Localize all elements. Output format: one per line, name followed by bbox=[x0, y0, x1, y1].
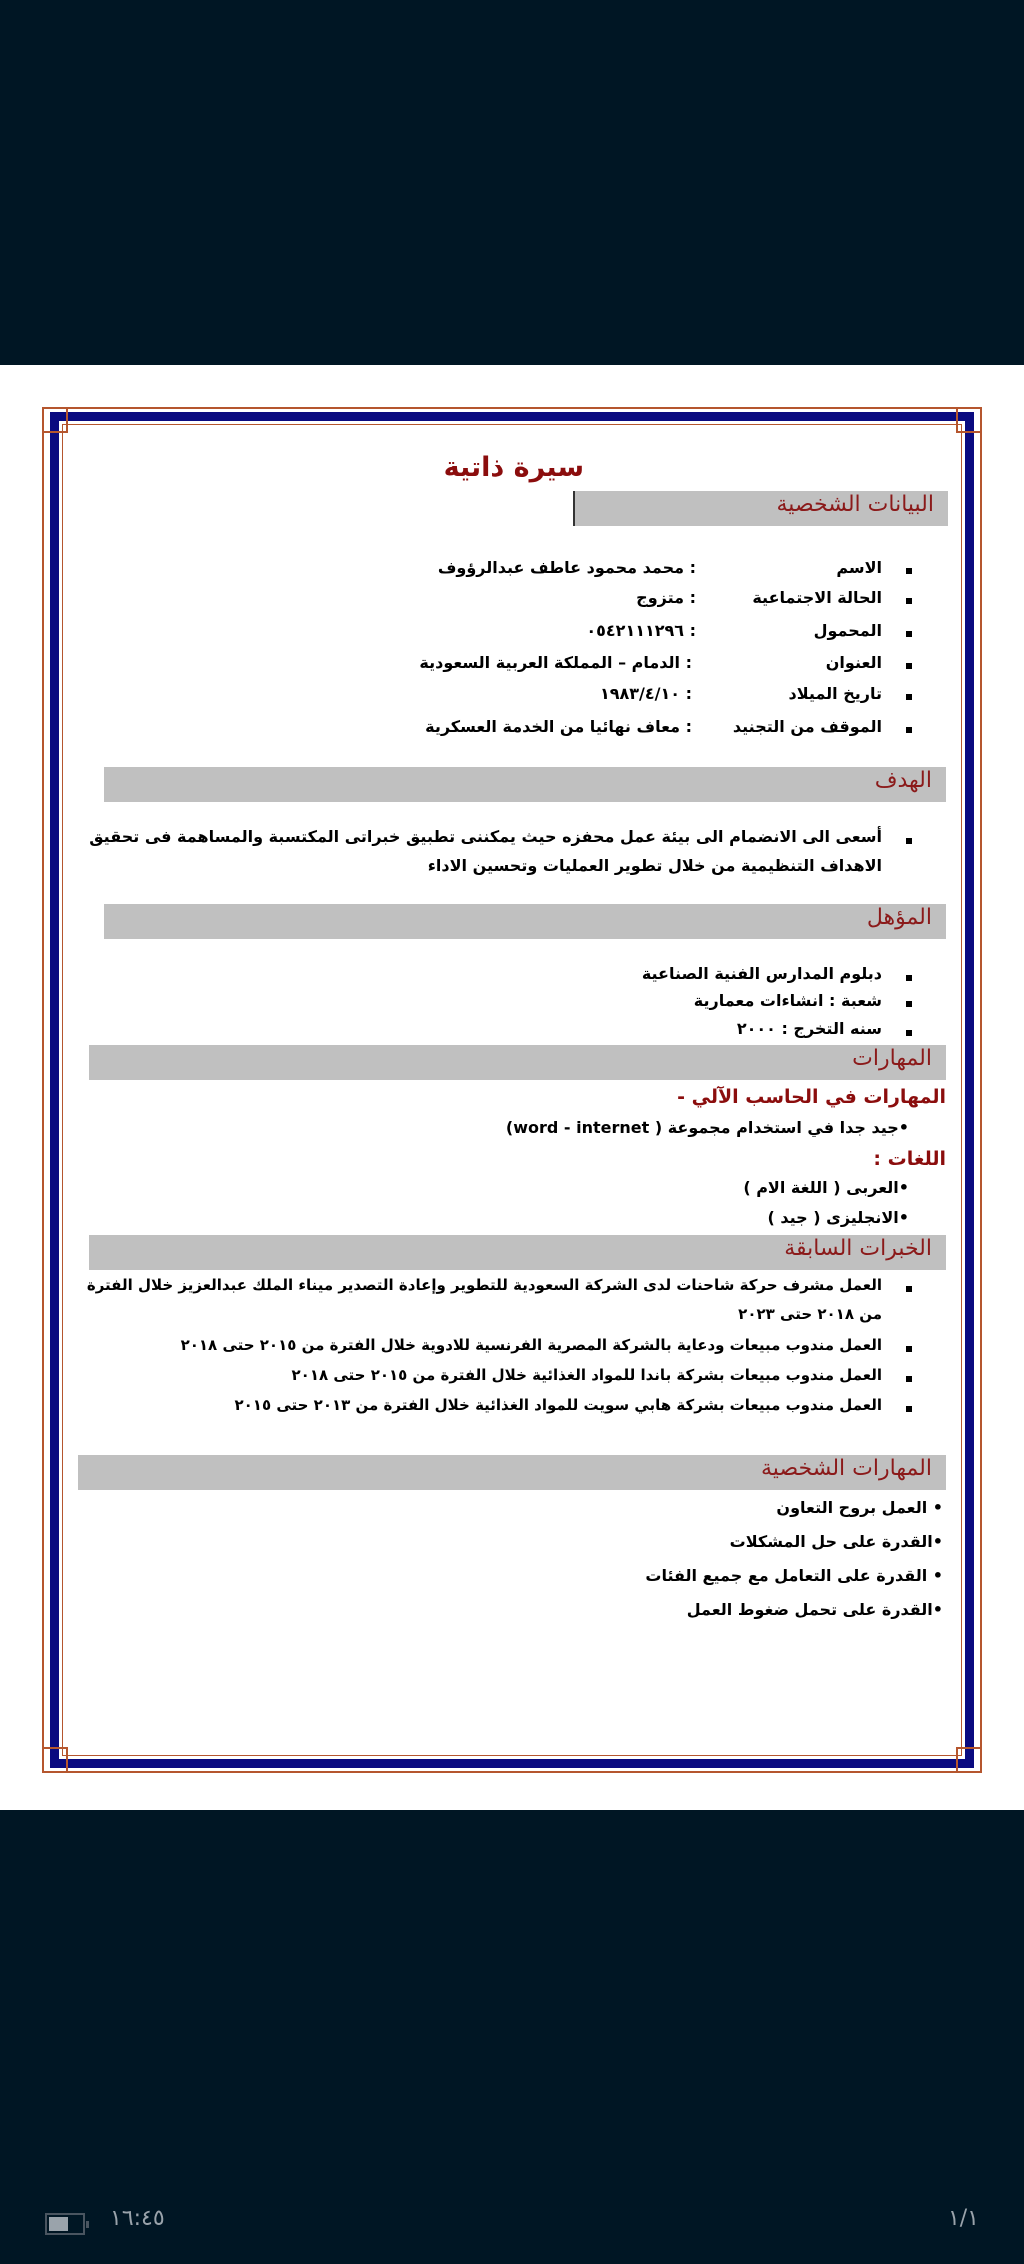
language-item: •العربى ( اللغة الام ) bbox=[743, 1178, 909, 1197]
label-military: الموقف من التجنيد bbox=[732, 717, 882, 736]
border-corner bbox=[956, 407, 982, 433]
value-name: : محمد محمود عاطف عبدالرؤوف bbox=[437, 558, 696, 577]
label-address: العنوان bbox=[825, 653, 882, 672]
bullet-icon bbox=[906, 1030, 912, 1036]
languages-heading: اللغات : bbox=[873, 1148, 946, 1170]
section-header-experience bbox=[89, 1235, 946, 1270]
label-marital: الحالة الاجتماعية bbox=[752, 588, 882, 607]
label-name: الاسم bbox=[836, 558, 882, 577]
bullet-icon bbox=[906, 1376, 912, 1382]
personal-skill-item: •القدرة على حل المشكلات bbox=[729, 1532, 943, 1551]
language-item: •الانجليزى ( جيد ) bbox=[767, 1208, 909, 1227]
value-military: : معاف نهائيا من الخدمة العسكرية bbox=[425, 717, 692, 736]
bullet-icon bbox=[906, 1001, 912, 1007]
section-header-text: البيانات الشخصية bbox=[776, 492, 934, 517]
objective-line: الاهداف التنظيمية من خلال تطوير العمليات وتحسين الاداء bbox=[427, 856, 882, 875]
bullet-icon bbox=[906, 838, 912, 844]
qualification-item: دبلوم المدارس الفنية الصناعية bbox=[641, 964, 882, 983]
experience-item: العمل مندوب مبيعات بشركة باندا للمواد الغذائية خلال الفترة من ٢٠١٥ حتى ٢٠١٨ bbox=[291, 1366, 882, 1384]
value-marital: : متزوج bbox=[636, 588, 696, 607]
section-header-skills bbox=[89, 1045, 946, 1080]
document-title: سيرة ذاتية bbox=[443, 452, 584, 483]
bullet-icon bbox=[906, 727, 912, 733]
bullet-icon bbox=[906, 598, 912, 604]
section-header-text: المهارات bbox=[852, 1046, 932, 1071]
objective-line: أسعى الى الانضمام الى بيئة عمل محفزه حيث يمكننى تطبيق خبراتى المكتسبة والمساهمة فى تحقيق bbox=[89, 827, 882, 846]
battery-icon bbox=[45, 2213, 85, 2235]
border-corner bbox=[42, 407, 68, 433]
value-mobile: : ٠٥٤٢١١١٢٩٦ bbox=[586, 621, 696, 640]
personal-skill-item: • العمل بروح التعاون bbox=[776, 1498, 943, 1517]
qualification-item: شعبة : انشاءات معمارية bbox=[693, 991, 882, 1010]
experience-item: العمل مشرف حركة شاحنات لدى الشركة السعودية للتطوير وإعادة التصدير ميناء الملك عبدالعزيز خلال الفترة bbox=[86, 1276, 882, 1294]
computer-skills-heading: المهارات في الحاسب الآلي - bbox=[677, 1086, 946, 1108]
personal-skill-item: •القدرة على تحمل ضغوط العمل bbox=[686, 1600, 943, 1619]
label-birthdate: تاريخ الميلاد bbox=[788, 684, 882, 703]
experience-item: العمل مندوب مبيعات ودعاية بالشركة المصرية الفرنسية للادوية خلال الفترة من ٢٠١٥ حتى ٢٠١٨ bbox=[180, 1336, 882, 1354]
computer-skill-item: •جيد جدا في استخدام مجموعة ( word - internet) bbox=[505, 1118, 909, 1137]
value-address: : الدمام – المملكة العربية السعودية bbox=[419, 653, 692, 672]
bullet-icon bbox=[906, 568, 912, 574]
bullet-icon bbox=[906, 631, 912, 637]
bullet-icon bbox=[906, 1286, 912, 1292]
bullet-icon bbox=[906, 1346, 912, 1352]
section-header-qualification bbox=[104, 904, 946, 939]
section-header-text: المؤهل bbox=[866, 905, 932, 930]
section-header-personal-skills bbox=[78, 1455, 946, 1490]
bullet-icon bbox=[906, 694, 912, 700]
section-header-text: المهارات الشخصية bbox=[761, 1456, 932, 1481]
section-header-text: الهدف bbox=[874, 768, 932, 793]
qualification-item: سنه التخرج : ٢٠٠٠ bbox=[736, 1019, 882, 1038]
personal-skill-item: • القدرة على التعامل مع جميع الفئات bbox=[645, 1566, 943, 1585]
bullet-icon bbox=[906, 975, 912, 981]
border-corner bbox=[42, 1747, 68, 1773]
page-indicator: ١/١ bbox=[947, 2206, 979, 2231]
value-birthdate: : ١٩٨٣/٤/١٠ bbox=[599, 684, 692, 703]
experience-item-continued: من ٢٠١٨ حتى ٢٠٢٣ bbox=[738, 1305, 882, 1323]
bullet-icon bbox=[906, 663, 912, 669]
section-header-personal bbox=[573, 491, 948, 526]
status-time: ١٦:٤٥ bbox=[110, 2206, 165, 2231]
experience-item: العمل مندوب مبيعات بشركة هابي سويت للمواد الغذائية خلال الفترة من ٢٠١٣ حتى ٢٠١٥ bbox=[234, 1396, 882, 1414]
bullet-icon bbox=[906, 1406, 912, 1412]
border-corner bbox=[956, 1747, 982, 1773]
label-mobile: المحمول bbox=[813, 621, 882, 640]
section-header-objective bbox=[104, 767, 946, 802]
section-header-text: الخبرات السابقة bbox=[784, 1236, 932, 1261]
